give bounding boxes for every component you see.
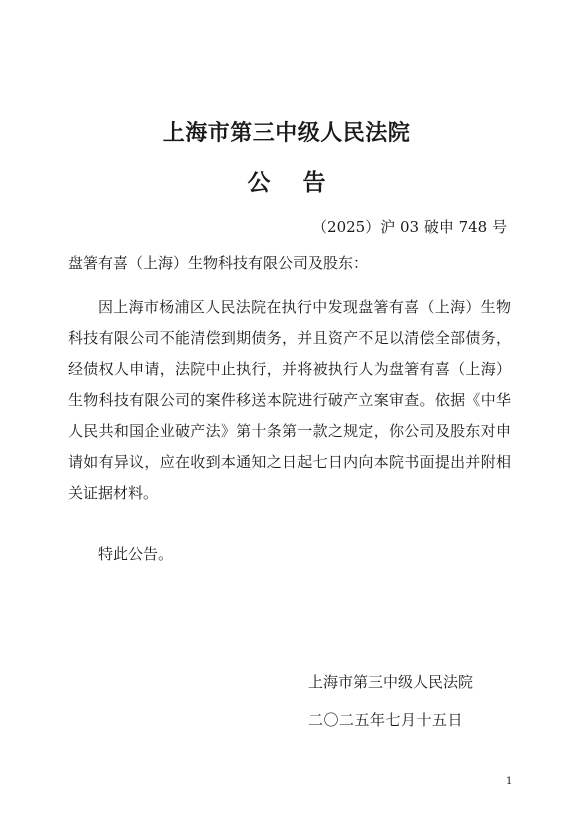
case-number: （2025）沪 03 破申 748 号	[312, 218, 507, 236]
notice-body: 因上海市杨浦区人民法院在执行中发现盘箸有喜（上海）生物科技有限公司不能清偿到期债务，并且资产不足以清偿全部债务，经债权人申请，法院中止执行，并将被执行人为盘箸有喜（上海）生物科技有限公司的案件移送本院进行破产立案审查。依据《中华人民共和国企业破产法》第十条第一款之规定，你公司及股东对申请如有异议，应在收到本通知之日起七日内向本院书面提出并附相关证据材料。	[68, 298, 511, 502]
document-type-char-2: 告	[302, 169, 326, 196]
court-title: 上海市第三中级人民法院	[162, 120, 411, 146]
document-type-heading	[0, 164, 573, 197]
addressee: 盘箸有喜（上海）生物科技有限公司及股东：	[68, 254, 369, 272]
page-number: 1	[506, 776, 513, 787]
document-type-char-1: 公	[247, 169, 271, 196]
closing-remark: 特此公告。	[98, 545, 174, 563]
signature-court: 上海市第三中级人民法院	[308, 673, 474, 691]
signature-date: 二〇二五年七月十五日	[308, 711, 464, 729]
